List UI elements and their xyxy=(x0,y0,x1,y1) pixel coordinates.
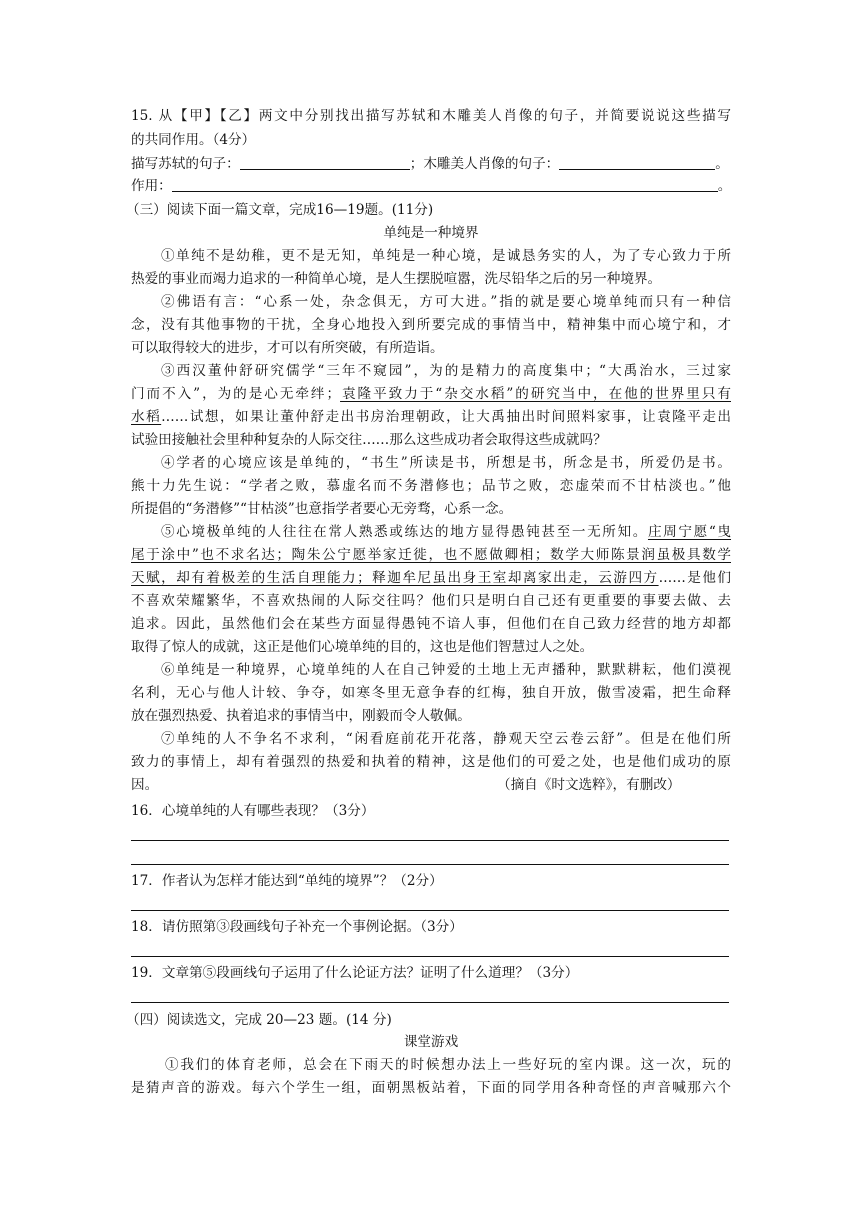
paragraph-5-line: 不喜欢荣耀繁华，不喜欢热闹的人际交往吗？他们只是明白自己还有更重要的事要去做、去 xyxy=(131,593,731,609)
answer-line[interactable] xyxy=(131,910,729,911)
text-span: ……试想，如果让董仲舒走出书房治理朝政，让大禹抽出时间照料家事，让袁隆平走出 xyxy=(161,409,732,425)
paragraph-2-line: ②佛语有言：“心系一处，杂念俱无，方可大进。”指的就是要心境单纯而只有一种信 xyxy=(161,294,731,310)
question-17: 17．作者认为怎样才能达到“单纯的境界”？（2分） xyxy=(131,873,443,889)
paragraph-1-line: ①单纯不是幼稚，更不是无知，单纯是一种心境，是诚恳务实的人，为了专心致力于所 xyxy=(161,248,731,264)
underlined-example: 庄周宁愿“曳 xyxy=(647,524,732,540)
question-19: 19．文章第⑤段画线句子运用了什么论证方法？证明了什么道理？（3分） xyxy=(131,965,579,981)
paragraph-6-line: ⑥单纯是一种境界，心境单纯的人在自己钟爱的土地上无声播种，默默耕耘，他们漠视 xyxy=(161,662,731,678)
question-16: 16．心境单纯的人有哪些表现？（3分） xyxy=(131,803,375,819)
paragraph-2-line: 可以取得较大的进步，才可以有所突破，有所造诣。 xyxy=(131,340,444,356)
paragraph-7-line: 致力的事情上，却有着强烈的热爱和执着的精神，这是他们的可爱之处，也是他们成功的原 xyxy=(131,754,731,770)
question-15-answer-row-1 xyxy=(131,154,731,174)
underlined-example: 天赋，却有着极差的生活自理能力；释迦牟尼虽出身王室却离家出走，云游四方 xyxy=(131,570,659,586)
su-shi-label: 描写苏轼的句子： xyxy=(131,156,240,172)
paragraph-4-line: ④学者的心境应该是单纯的，“书生”所读是书，所想是书，所念是书，所爱仍是书。 xyxy=(161,455,731,471)
story-paragraph-1-line: 是猜声音的游戏。每六个学生一组，面朝黑板站着，下面的同学用各种奇怪的声音喊那六个 xyxy=(131,1080,731,1096)
paragraph-5-line xyxy=(161,522,731,542)
statue-label: ；木雕美人肖像的句子： xyxy=(409,156,560,172)
story-paragraph-1-line: ①我们的体育老师，总会在下雨天的时候想办法上一些好玩的室内课。这一次，玩的 xyxy=(165,1057,731,1073)
paragraph-2-line: 念，没有其他事物的干扰，全身心地投入到所要完成的事情当中，精神集中而心境宁和，才 xyxy=(131,317,731,333)
paragraph-6-line: 名利，无心与他人计较、争夺，如寒冬里无意争春的红梅，独自开放，傲雪凌霜，把生命释 xyxy=(131,685,731,701)
story-title: 课堂游戏 xyxy=(403,1034,459,1050)
paragraph-4-line: 熊十力先生说：“学者之败，慕虚名而不务潜修也；品节之败，恋虚荣而不甘枯淡也。”他 xyxy=(131,478,731,494)
paragraph-3-line xyxy=(131,407,731,427)
section-3-header: （三）阅读下面一篇文章，完成16—19题。(11分) xyxy=(126,202,434,218)
answer-line[interactable] xyxy=(131,1002,729,1003)
question-15-line-2: 的共同作用。（4分） xyxy=(131,132,256,148)
paragraph-5-line xyxy=(131,568,731,588)
period: 。 xyxy=(717,178,732,194)
paragraph-5-line xyxy=(131,545,731,565)
answer-line[interactable] xyxy=(131,864,729,865)
paragraph-6-line: 放在强烈热爱、执着追求的事情当中，刚毅而令人敬佩。 xyxy=(131,708,471,724)
paragraph-5-line: 取得了惊人的成就，这正是他们心境单纯的目的，这也是他们智慧过人之处。 xyxy=(131,639,594,655)
question-18: 18．请仿照第③段画线句子补充一个事例论据。（3分） xyxy=(131,919,463,935)
paragraph-7-line: ⑦单纯的人不争名不求利，“闲看庭前花开花落，静观天空云卷云舒”。但是在他们所 xyxy=(161,731,731,747)
text-span: ……是他们 xyxy=(658,570,732,586)
period: 。 xyxy=(715,156,729,172)
question-15-line-1: 15. 从【甲】【乙】两文中分别找出描写苏轼和木雕美人肖像的句子，并简要说说这些描写 xyxy=(131,108,731,124)
paragraph-3-line: 试验田接触社会里种种复杂的人际交往……那么这些成功者会取得这些成就吗？ xyxy=(131,432,607,448)
paragraph-4-line: 所提倡的“务潜修”“甘枯淡”也意指学者要心无旁骛，心系一念。 xyxy=(131,501,513,517)
text-span: 门而不入”，为的是心无牵绊； xyxy=(131,386,341,402)
underlined-example: 尾于涂中”也不求名达；陶朱公宁愿举家迁徙，也不愿做卿相；数学大师陈景润虽极具数学 xyxy=(131,547,731,563)
effect-label: 作用： xyxy=(131,178,172,194)
effect-answer-blank[interactable] xyxy=(172,177,718,192)
paragraph-7-line: 因。 xyxy=(131,777,159,793)
source-citation: （摘自《时文选粹》，有删改） xyxy=(497,777,681,793)
su-shi-answer-blank[interactable] xyxy=(240,155,410,170)
paragraph-3-line xyxy=(131,384,731,404)
underlined-example: 水稻 xyxy=(131,409,162,425)
text-span: ⑤心境极单纯的人往往在常人熟悉或练达的地方显得愚钝甚至一无所知。 xyxy=(161,524,648,540)
paragraph-1-line: 热爱的事业而竭力追求的一种简单心境，是人生摆脱喧嚣，洗尽铅华之后的另一种境界。 xyxy=(131,271,662,287)
article-title: 单纯是一种境界 xyxy=(383,225,479,241)
underlined-example: 袁隆平致力于“杂交水稻”的研究当中，在他的世界里只有 xyxy=(340,386,731,402)
answer-line[interactable] xyxy=(131,840,729,841)
statue-answer-blank[interactable] xyxy=(559,155,715,170)
section-4-header: （四）阅读选文，完成 20—23 题。(14 分) xyxy=(126,1012,392,1028)
paragraph-3-line: ③西汉董仲舒研究儒学“三年不窥园”，为的是精力的高度集中；“大禹治水，三过家 xyxy=(161,363,731,379)
paragraph-5-line: 追求。因此，虽然他们会在某些方面显得愚钝不谙人事，但他们在自己致力经营的地方却都 xyxy=(131,616,731,632)
question-15-answer-row-2 xyxy=(131,176,731,196)
answer-line[interactable] xyxy=(131,956,729,957)
